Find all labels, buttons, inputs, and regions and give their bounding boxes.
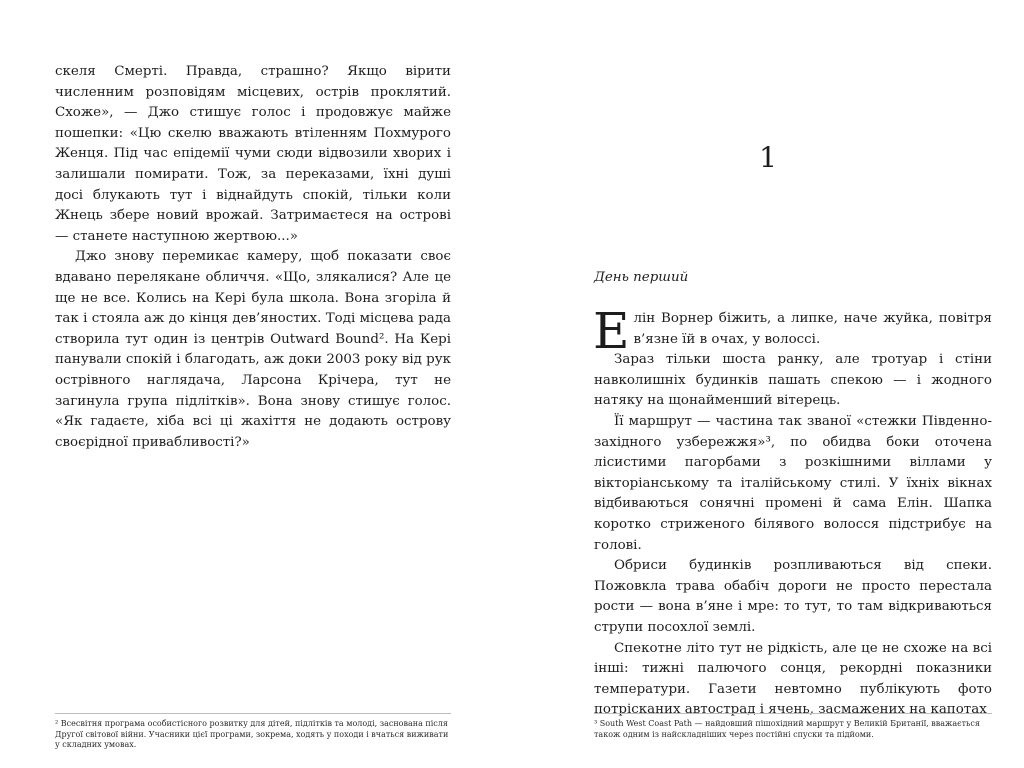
- right-page: [512, 0, 1024, 768]
- left-page-body: [55, 62, 451, 453]
- right-paragraph-2: Зараз тільки шоста ранку, але тротуар і стіни навколишніх будинків пашать спекою — і жодного натяку на щонайменший вітерець.: [594, 352, 992, 409]
- right-footnote-divider: [594, 713, 992, 714]
- left-footnote-divider: [55, 713, 451, 714]
- chapter-number: 1: [759, 141, 777, 174]
- left-footnote: ² Всесвітня програма особистісного розвитку для дітей, підлітків та молоді, заснована після Другої світової війни. Учасники цієї програми, зокрема, ходять у походи і вчаться виживати у складних умовах.: [55, 719, 449, 750]
- left-paragraph-1: скеля Смерті. Правда, страшно? Якщо вірити численним розповідям місцевих, острів проклятий. Схоже», — Джо стишує голос і продовжує майже пошепки: «Цю скелю вважають втіленням Похмурого Женця. Під час епідемії чуми сюди відвозили хворих і залишали помирати. Тож, за переказами, їхні душі досі блукають тут і віднайдуть спокій, тільки коли Жнець збере новий врожай. Затримаєтеся на острові — станете наступною жертвою...»: [55, 64, 451, 244]
- left-paragraph-2: Джо знову перемикає камеру, щоб показати своє вдавано перелякане обличчя. «Що, злякалися? Але це ще не все. Колись на Кері була школа. Вона згоріла й так і стояла аж до кінця дев’яностих. Тоді місцева рада створила тут один із центрів Outward Bound². На Кері панували спокій і благодать, аж доки 2003 року від рук острівного наглядача, Ларсона Крічера, тут не загинула група підлітків». Вона знову стишує голос. «Як гадаєте, хіба всі ці жахіття не додають острову своєрідної привабливості?»: [55, 249, 451, 450]
- right-paragraph-5: Спекотне літо тут не рідкість, але це не схоже на всі інші: тижні палючого сонця, рекордні показники температури. Газети невтомно публікують фото потрісканих автострад і ячень, засмажених на капотах: [594, 640, 992, 718]
- right-paragraph-4: Обриси будинків розпливаються від спеки. Пожовкла трава обабіч дороги не просто перестала рости — вона в’яне і мре: то тут, то там відкриваються струпи посохлої землі.: [594, 558, 992, 635]
- right-paragraph-3: Її маршрут — частина так званої «стежки Південно-західного узбережжя»³, по обидва боки оточена лісистими пагорбами з розкішними віллами у вікторіанському та італійському стилі. У їхніх вікнах відбиваються сонячні промені й сама Елін. Шапка коротко стриженого білявого волосся підстрибує на голові.: [594, 413, 992, 553]
- right-footnote: ³ South West Coast Path — найдовший пішохідний маршрут у Великій Британії, вважається також одним із найскладніших через постійні спуски та підйоми.: [594, 719, 980, 739]
- right-paragraph-1: Елін Ворнер біжить, а липке, наче жуйка, повітря в’язне їй в очах, у волоссі.: [593, 302, 992, 360]
- chapter-subtitle: День перший: [594, 270, 689, 285]
- right-page-body: [593, 302, 992, 721]
